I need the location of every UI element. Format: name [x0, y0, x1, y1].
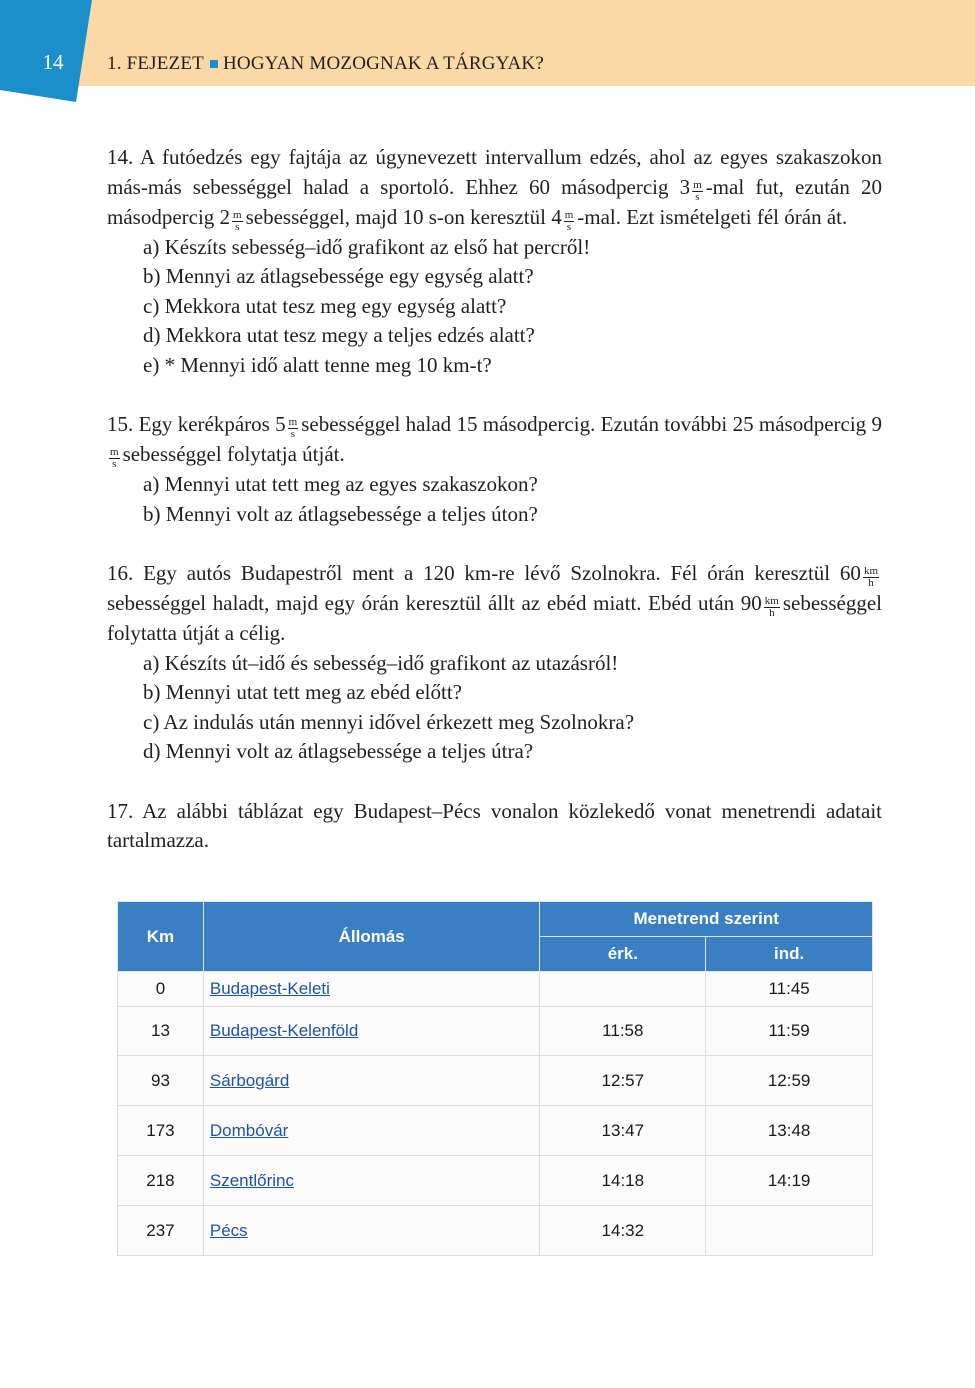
- table-row: [118, 972, 873, 1007]
- station-link[interactable]: Dombóvár: [209, 1120, 289, 1140]
- fraction-km-per-h: $\frac{km}{h}$: [863, 565, 878, 589]
- station-cell: [203, 1106, 540, 1156]
- fraction-m-per-s: $\frac{m}{s}$: [564, 208, 574, 233]
- square-bullet-icon: [210, 60, 218, 68]
- page-number-tab: [0, 0, 975, 102]
- subquestion: a) Készíts sebesség–idő grafikont az első hat percről!: [143, 234, 591, 259]
- departure-cell: 12:59: [706, 1056, 873, 1106]
- chapter-label: 1. FEJEZET: [107, 53, 204, 74]
- station-link[interactable]: Pécs: [209, 1220, 248, 1240]
- station-cell: [203, 1156, 540, 1206]
- column-header-km: Km: [118, 902, 204, 972]
- km-cell: 0: [118, 972, 204, 1007]
- main-content: [107, 143, 882, 886]
- subquestion: d) Mennyi volt az átlagsebessége a teljes útra?: [143, 739, 534, 763]
- arrival-cell: [540, 972, 706, 1007]
- fraction-m-per-s: $\frac{m}{s}$: [233, 208, 242, 233]
- departure-cell: 14:19: [706, 1156, 873, 1206]
- station-link[interactable]: Budapest-Keleti: [209, 979, 330, 998]
- km-cell: 237: [118, 1206, 204, 1256]
- station-cell: [203, 1206, 540, 1256]
- fraction-m-per-s: $\frac{m}{s}$: [110, 446, 119, 470]
- table-row: [118, 1206, 873, 1256]
- problem-16: [107, 559, 882, 767]
- arrival-cell: 12:57: [540, 1056, 706, 1106]
- column-header-schedule: Menetrend szerint: [540, 902, 873, 937]
- problem-text: 14. A futóedzés egy fajtája az úgynevezett intervallum edzés, ahol az egyes szakaszokon más-más sebességgel halad a sportoló. Ehhez 60 másodpercig 3 $\frac{m}{s}$ -mal fut, ezután 20 másodpercig 2 $\frac{m}{s}$ sebességgel, majd 10 s-on keresztül 4 $\frac{m}{s}$ -mal. Ezt ismételgeti fél órán át.: [107, 145, 882, 233]
- subquestion: b) Mennyi utat tett meg az ebéd előtt?: [143, 680, 462, 704]
- problem-14: [107, 143, 882, 380]
- arrival-cell: 14:32: [540, 1206, 706, 1256]
- subquestion: c) Mekkora utat tesz meg egy egység alatt?: [143, 293, 507, 318]
- timetable: [117, 901, 873, 1256]
- problem-text: 17. Az alábbi táblázat egy Budapest–Pécs vonalon közlekedő vonat menetrendi adatait tartalmazza.: [107, 798, 882, 852]
- subquestion: d) Mekkora utat tesz megy a teljes edzés alatt?: [143, 323, 535, 347]
- subquestion: b) Mennyi volt az átlagsebessége a teljes úton?: [143, 501, 538, 526]
- page-number: 14: [42, 50, 64, 74]
- fraction-km-per-h: $\frac{km}{h}$: [764, 595, 779, 619]
- problem-text: 15. Egy kerékpáros 5 $\frac{m}{s}$ sebességgel halad 15 másodpercig. Ezután további 25 másodpercig 9 $\frac{m}{s}$ sebességgel folytatja útját.: [107, 412, 883, 470]
- fraction-m-per-s: $\frac{m}{s}$: [693, 178, 702, 203]
- subquestion: b) Mennyi az átlagsebessége egy egység alatt?: [143, 264, 534, 288]
- fraction-m-per-s: $\frac{m}{s}$: [288, 416, 298, 440]
- subquestion: e) * Mennyi idő alatt tenne meg 10 km-t?: [143, 352, 492, 377]
- subquestion: c) Az indulás után mennyi idővel érkezett meg Szolnokra?: [143, 709, 635, 734]
- table-row: [118, 1156, 873, 1206]
- problem-text: 16. Egy autós Budapestről ment a 120 km-re lévő Szolnokra. Fél órán keresztül 60 $\frac{km}{h}$ sebességgel haladt, majd egy órán keresztül állt az ebéd miatt. Ebéd után 90 $\frac{km}{h}$ sebességgel folytatta útját a célig.: [107, 561, 882, 645]
- table-row: [118, 1056, 873, 1106]
- chapter-heading: [107, 53, 544, 75]
- problem-15: [107, 410, 882, 529]
- departure-cell: 11:45: [706, 972, 873, 1007]
- column-header-arrival: érk.: [540, 937, 706, 972]
- km-cell: 93: [118, 1056, 204, 1106]
- table-row: [118, 1007, 873, 1056]
- km-cell: 173: [118, 1106, 204, 1156]
- station-link[interactable]: Budapest-Kelenföld: [209, 1021, 359, 1040]
- station-link[interactable]: Sárbogárd: [209, 1070, 290, 1090]
- station-cell: [203, 972, 540, 1007]
- station-cell: [203, 1007, 540, 1056]
- arrival-cell: 14:18: [540, 1156, 706, 1206]
- subquestion: a) Mennyi utat tett meg az egyes szakaszokon?: [143, 472, 538, 496]
- km-cell: 218: [118, 1156, 204, 1206]
- subquestion: a) Készíts út–idő és sebesség–idő grafikont az utazásról!: [143, 650, 619, 675]
- table-row: [118, 1106, 873, 1156]
- problem-17: [107, 797, 882, 856]
- station-cell: [203, 1056, 540, 1106]
- departure-cell: [706, 1206, 873, 1256]
- station-link[interactable]: Szentlőrinc: [209, 1170, 294, 1190]
- departure-cell: 13:48: [706, 1106, 873, 1156]
- departure-cell: 11:59: [706, 1007, 873, 1056]
- column-header-departure: ind.: [706, 937, 873, 972]
- arrival-cell: 13:47: [540, 1106, 706, 1156]
- arrival-cell: 11:58: [540, 1007, 706, 1056]
- km-cell: 13: [118, 1007, 204, 1056]
- column-header-station: Állomás: [203, 902, 540, 972]
- chapter-title: HOGYAN MOZOGNAK A TÁRGYAK?: [223, 53, 544, 74]
